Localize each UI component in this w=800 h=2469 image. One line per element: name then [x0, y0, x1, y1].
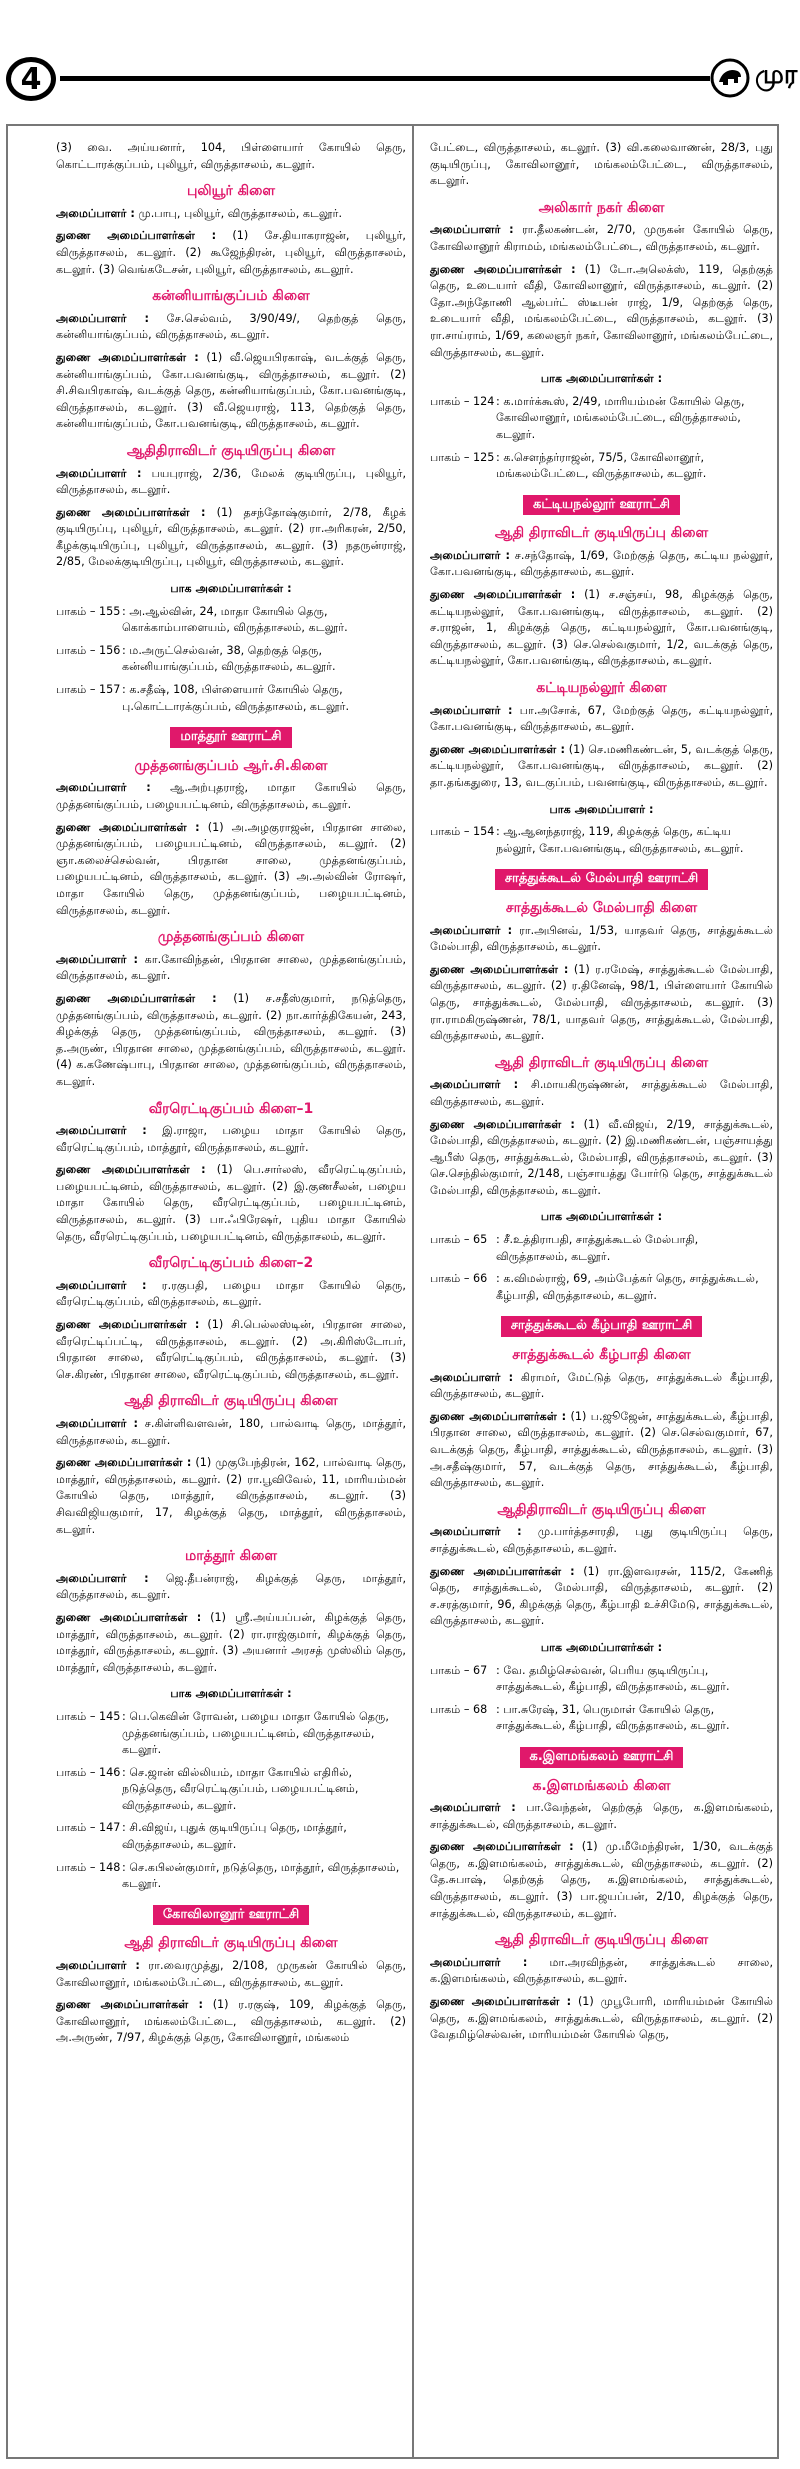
subheading: பாக அமைப்பாளர்கள் :	[540, 1210, 663, 1224]
branch-heading: வீரரெட்டிகுப்பம் கிளை–2	[148, 1255, 314, 1272]
role-label: அமைப்பாளர் :	[56, 781, 151, 795]
member-details: இ.ராஜா, பழைய மாதா கோயில் தெரு, வீரரெட்டிகுப்பம், மாத்தூர், விருத்தாசலம், கடலூர்.	[56, 1124, 406, 1154]
party-logo-icon	[710, 58, 750, 98]
member-details: (1) ச.சதீஸ்குமார், நடுத்தெரு, முத்தனங்குப்பம், விருத்தாசலம், கடலூர். (2) நா.கார்த்திகேயன், 243, கிழக்குத் தெரு, முத்தனங்குப்பம், விருத்தாசலம், கடலூர். (3) த.அருண், பிரதான சாலை, முத்தனங்குப்பம், விருத்தாசலம், கடலூர். (4) க.கணேஷ்பாபு, பிரதான சாலை, முத்தனங்குப்பம், விருத்தாசலம், கடலூர்.	[56, 991, 406, 1088]
member-entry	[430, 1800, 773, 1833]
header-rule	[60, 76, 710, 81]
branch-heading: அலிகார் நகர் கிளை	[538, 199, 665, 216]
member-details: (1) டோ.அலெக்ஸ், 119, தெற்குத் தெரு, உடையார் வீதி, கோவிலானூர், விருத்தாசலம், கடலூர். (2) தோ.அந்தோணி ஆல்பர்ட் ஸ்டீபன் ராஜ், 1/9, தெற்குத் தெரு, உடையார் வீதி, மங்கலம்பேட்டை, விருத்தாசலம், கடலூர். (3) ரா.சாய்ராம், 1/69, கலைஞர் நகர், கோவிலானூர், மங்கலம்பேட்டை, விருத்தாசலம், கடலூர்.	[430, 262, 773, 359]
panchayat-banner: மாத்தூர் ஊராட்சி	[170, 727, 291, 748]
booth-details: : அ.ஆல்வின், 24, மாதா கோயில் தெரு, கொக்காம்பாளையம், விருத்தாசலம், கடலூர்.	[122, 604, 348, 635]
booth-number: பாகம் – 148	[56, 1860, 121, 1874]
member-entry	[430, 1117, 773, 1200]
booth-number: பாகம் – 147	[56, 1821, 121, 1835]
booth-details: : வே. தமிழ்செல்வன், பெரிய குடியிருப்பு, சாத்துக்கூடல், கீழ்பாதி, விருத்தாசலம், கடலூர்.	[496, 1663, 730, 1694]
booth-entry	[56, 643, 406, 676]
role-label: அமைப்பாளர் :	[430, 703, 513, 717]
member-entry	[56, 1997, 406, 2047]
role-label: அமைப்பாளர் :	[430, 1078, 519, 1092]
member-entry	[56, 206, 406, 223]
member-details: கிராமர், மேட்டுத் தெரு, சாத்துக்கூடல் கீழ்பாதி, விருத்தாசலம், கடலூர்.	[430, 1370, 773, 1401]
member-entry	[56, 311, 406, 344]
booth-entry	[430, 394, 773, 444]
branch-heading: ஆதிதிராவிடர் குடியிருப்பு கிளை	[497, 1501, 706, 1518]
member-details: மு.பாபு, புலியூர், விருத்தாசலம், கடலூர்.	[134, 206, 342, 220]
member-entry	[56, 350, 406, 433]
page-number: 4	[6, 57, 56, 101]
branch-heading: முத்தனங்குப்பம் கிளை	[157, 929, 305, 946]
member-entry	[56, 505, 406, 571]
member-details: (1) செ.மணிகண்டன், 5, வடக்குத் தெரு, கட்டியநல்லூர், கோ.பவனங்குடி, விருத்தாசலம், கடலூர். (2) தா.தங்கதுரை, 13, வடகுப்பம், பவனங்குடி, விருத்தாசலம், கடலூர்.	[430, 742, 774, 789]
role-label: அமைப்பாளர் :	[430, 1955, 528, 1969]
member-entry	[56, 1278, 406, 1311]
member-entry	[56, 466, 406, 499]
booth-number: பாகம் – 125	[430, 450, 495, 464]
member-entry	[56, 1610, 406, 1676]
member-details: (1) ர.ரமேஷ், சாத்துக்கூடல் மேல்பாதி, விருத்தாசலம், கடலூர். (2) ர.தினேஷ், 98/1, பிள்ளையார் கோயில் தெரு, சாத்துக்கூடல், மேல்பாதி, விருத்தாசலம், கடலூர். (3) ரா.ராமகிருஷ்ணன், 78/1, யாதவர் தெரு, சாத்துக்கூடல், மேல்பாதி, விருத்தாசலம், கடலூர்.	[430, 962, 773, 1043]
booth-number: பாகம் – 154	[430, 825, 495, 839]
member-entry	[430, 1564, 773, 1630]
booth-entry	[56, 1820, 406, 1853]
booth-details: : சி.விஜய், புதுக் குடியிருப்பு தெரு, மாத்தூர், விருத்தாசலம், கடலூர்.	[122, 1821, 347, 1852]
member-entry	[430, 1409, 773, 1492]
booth-details: : க.மார்க்கூஸ், 2/49, மாரியம்மன் கோயில் தெரு, கோவிலானூர், மங்கலம்பேட்டை, விருத்தாசலம், கடலூர்.	[496, 394, 745, 441]
member-entry	[56, 780, 406, 813]
member-entry	[430, 1839, 773, 1922]
branch-heading: முத்தனங்குப்பம் ஆர்.சி.கிளை	[134, 757, 328, 774]
branch-heading: ஆதி திராவிடர் குடியிருப்பு கிளை	[124, 1935, 338, 1952]
member-details: ச.சந்தோஷ், 1/69, மேற்குத் தெரு, கட்டிய நல்லூர், கோ.பவனங்குடி, விருத்தாசலம், கடலூர்.	[430, 548, 774, 579]
member-details: ச.கிள்ளிவளவன், 180, பால்வாடி தெரு, மாத்தூர், விருத்தாசலம், கடலூர்.	[56, 1417, 406, 1447]
member-details: பா.அசோக், 67, மேற்குத் தெரு, கட்டியநல்லூர், கோ.பவனங்குடி, விருத்தாசலம், கடலூர்.	[430, 703, 774, 734]
text-paragraph	[56, 140, 406, 173]
booth-number: பாகம் – 146	[56, 1765, 121, 1779]
booth-entry	[56, 1765, 406, 1815]
member-details: கா.கோவிந்தன், பிரதான சாலை, முத்தனங்குப்பம், விருத்தாசலம், கடலூர்.	[56, 952, 406, 983]
member-entry	[430, 1955, 773, 1988]
booth-details: : ம.அருட்செல்வன், 38, தெற்குத் தெரு, கன்னியாங்குப்பம், விருத்தாசலம், கடலூர்.	[122, 643, 336, 674]
role-label: துணை அமைப்பாளர்கள் :	[430, 962, 569, 976]
booth-details: : சீ.உத்திராபதி, சாத்துக்கூடல் மேல்பாதி, விருத்தாசலம், கடலூர்.	[496, 1233, 699, 1263]
member-entry	[430, 1370, 773, 1403]
left-column	[56, 140, 406, 2053]
booth-details: : பா.சுரேஷ், 31, பெருமாள் கோயில் தெரு, சாத்துக்கூடல், கீழ்பாதி, விருத்தாசலம், கடலூர்.	[496, 1702, 730, 1733]
member-entry	[430, 548, 773, 581]
member-entry	[56, 952, 406, 985]
role-label: துணை அமைப்பாளர்கள் :	[56, 1610, 202, 1624]
subheading: பாக அமைப்பாளர்கள் :	[170, 582, 292, 596]
newspaper-brand: முர	[755, 60, 798, 90]
member-entry	[430, 1994, 773, 2044]
role-label: துணை அமைப்பாளர்கள் :	[430, 1564, 575, 1578]
booth-entry	[430, 1702, 773, 1735]
member-details: ரா.வைரமுத்து, 2/108, முருகன் கோயில் தெரு, கோவிலானூர், மங்கலம்பேட்டை, விருத்தாசலம், கடலூர்.	[56, 1959, 407, 1989]
role-label: அமைப்பாளர் :	[430, 223, 514, 237]
branch-heading: புலியூர் கிளை	[186, 183, 276, 200]
member-details: ஆ.அற்புதராஜ், மாதா கோயில் தெரு, முத்தனங்குப்பம், பழையபட்டினம், விருத்தாசலம், கடலூர்.	[56, 781, 406, 811]
member-details: (1) ப.ஜூஜேன், சாத்துக்கூடல், கீழ்பாதி, பிரதான சாலை, விருத்தாசலம், கடலூர். (2) செ.செல்வகுமார், 67, வடக்குத் தெரு, கீழ்பாதி, சாத்துக்கூடல், விருத்தாசலம், கடலூர். (3) அ.சதீஷ்குமார், 57, வடக்குத் தெரு, சாத்துக்கூடல், கீழ்பாதி, விருத்தாசலம், கடலூர்.	[430, 1409, 773, 1490]
member-details: பேட்டை, விருத்தாசலம், கடலூர். (3) வி.கலைவாணன், 28/3, புது குடியிருப்பு, கோவிலானூர், மங்கலம்பேட்டை, விருத்தாசலம், கடலூர்.	[430, 141, 773, 188]
role-label: துணை அமைப்பாளர்கள் :	[56, 229, 217, 243]
role-label: அமைப்பாளர் :	[56, 311, 149, 325]
subheading: பாக அமைப்பாளர்கள் :	[540, 1640, 663, 1654]
member-entry	[56, 1958, 406, 1991]
role-label: அமைப்பாளர் :	[56, 466, 142, 480]
member-details: ஜெ.தீபன்ராஜ், கிழக்குத் தெரு, மாத்தூர், விருத்தாசலம், கடலூர்.	[56, 1571, 406, 1602]
member-entry	[56, 1317, 406, 1383]
booth-details: : செ.கபிலன்குமார், நடுத்தெரு, மாத்தூர், விருத்தாசலம், கடலூர்.	[122, 1860, 400, 1891]
role-label: அமைப்பாளர் :	[430, 1370, 514, 1384]
role-label: அமைப்பாளர் :	[56, 1124, 147, 1138]
member-details: பயபுராஜ், 2/36, மேலக் குடியிருப்பு, புலியூர், விருத்தாசலம், கடலூர்.	[56, 466, 407, 497]
member-entry	[56, 820, 406, 920]
panchayat-banner: சாத்துக்கூடல் கீழ்பாதி ஊராட்சி	[501, 1316, 703, 1337]
role-label: அமைப்பாளர் :	[56, 1417, 138, 1430]
branch-heading: வீரரெட்டிகுப்பம் கிளை–1	[148, 1100, 314, 1117]
text-paragraph	[430, 140, 773, 190]
subheading: பாக அமைப்பாளர் :	[549, 802, 654, 816]
member-entry	[430, 222, 773, 255]
role-label: அமைப்பாளர் :	[430, 923, 513, 937]
member-entry	[56, 1162, 406, 1245]
panchayat-banner: க.இளமங்கலம் ஊராட்சி	[520, 1747, 684, 1768]
booth-number: பாகம் – 155	[56, 604, 121, 618]
role-label: துணை அமைப்பாளர்கள் :	[56, 1998, 203, 2012]
role-label: அமைப்பாளர் :	[56, 1571, 149, 1585]
panchayat-banner: சாத்துக்கூடல் மேல்பாதி ஊராட்சி	[495, 869, 708, 890]
member-entry	[56, 991, 406, 1091]
branch-heading: ஆதி திராவிடர் குடியிருப்பு கிளை	[494, 525, 709, 542]
role-label: துணை அமைப்பாளர்கள் :	[430, 588, 576, 602]
role-label: துணை அமைப்பாளர்கள் :	[430, 1995, 572, 2009]
branch-heading: கன்னியாங்குப்பம் கிளை	[152, 288, 310, 305]
role-label: அமைப்பாளர் :	[430, 1525, 522, 1539]
booth-details: : பெ.கெவின் ரோவன், பழைய மாதா கோயில் தெரு, முத்தனங்குப்பம், பழையபட்டினம், விருத்தாசலம், கடலூர்.	[122, 1709, 389, 1757]
role-label: அமைப்பாளர் :	[56, 952, 138, 966]
member-entry	[430, 923, 773, 956]
booth-number: பாகம் – 156	[56, 643, 121, 657]
role-label: அமைப்பாளர் :	[56, 206, 135, 220]
member-entry	[430, 262, 773, 362]
member-details: (1) வீ.விஜய், 2/19, சாத்துக்கூடல், மேல்பாதி, விருத்தாசலம், கடலூர். (2) இ.மணிகண்டன், பஞ்சாயத்து ஆபீஸ் தெரு, சாத்துக்கூடல், மேல்பாதி, விருத்தாசலம், கடலூர். (3) செ.செந்தில்குமார், 2/148, பஞ்சாயத்து போர்டு தெரு, சாத்துக்கூடல் மேல்பாதி, விருத்தாசலம், கடலூர்.	[430, 1117, 773, 1197]
member-details: ரா.தீலகண்டன், 2/70, முருகன் கோயில் தெரு, கோவிலானூர் கிராமம், மங்கலம்பேட்டை, விருத்தாசலம், கடலூர்.	[430, 223, 774, 253]
member-entry	[56, 1123, 406, 1156]
role-label: துணை அமைப்பாளர்கள் :	[56, 505, 206, 519]
booth-entry	[56, 1860, 406, 1893]
member-details: மா.அரவிந்தன், சாத்துக்கூடல் சாலை, க.இளமங்கலம், விருத்தாசலம், கடலூர்.	[430, 1955, 774, 1986]
member-entry	[430, 962, 773, 1045]
role-label: துணை அமைப்பாளர்கள் :	[56, 991, 217, 1005]
branch-heading: சாத்துக்கூடல் கீழ்பாதி கிளை	[512, 1347, 691, 1364]
branch-heading: க.இளமங்கலம் கிளை	[532, 1777, 671, 1794]
member-details: (1) முபூபோரி, மாரியம்மன் கோயில் தெரு, க.இளமங்கலம், சாத்துக்கூடல், விருத்தாசலம், கடலூர். (2) வேதமிழ்செல்வன், மாரியம்மன் கோயில் தெரு,	[430, 1995, 773, 2042]
role-label: அமைப்பாளர் :	[56, 1278, 147, 1292]
panchayat-banner: கோவிலானூர் ஊராட்சி	[153, 1905, 309, 1926]
member-details: மு.பார்த்தசாரதி, புது குடியிருப்பு தெரு, சாத்துக்கூடல், விருத்தாசலம், கடலூர்.	[430, 1525, 774, 1555]
member-details: பா.வேந்தன், தெற்குத் தெரு, க.இளமங்கலம், சாத்துக்கூடல், விருத்தாசலம், கடலூர்.	[430, 1801, 774, 1831]
booth-number: பாகம் – 157	[56, 683, 121, 697]
subheading: பாக அமைப்பாளர்கள் :	[540, 372, 663, 386]
branch-heading: மாத்தூர் கிளை	[185, 1548, 277, 1565]
booth-number: பாகம் – 124	[430, 394, 495, 408]
role-label: அமைப்பாளர் :	[430, 548, 510, 562]
booth-number: பாகம் – 65	[430, 1233, 488, 1247]
booth-details: : க.சதீஷ், 108, பிள்ளையார் கோயில் தெரு, பு.கொட்டாரக்குப்பம், விருத்தாசலம், கடலூர்.	[122, 683, 350, 713]
member-details: (1) சி.பெல்லஸ்டின், பிரதான சாலை, வீரரெட்டிப்பட்டி, விருத்தாசலம், கடலூர். (2) அ.கிரிஸ்டோபர், பிரதான சாலை, வீரரெட்டிகுப்பம், விருத்தாசலம், கடலூர். (3) செ.கிரண், பிரதான சாலை, வீரரெட்டிகுப்பம், விருத்தாசலம், கடலூர்.	[56, 1318, 407, 1381]
booth-details: : செ.ஜான் வில்லியம், மாதா கோயில் எதிரில், நடுத்தெரு, வீரரெட்டிகுப்பம், பழையபட்டினம், விருத்தாசலம், கடலூர்.	[122, 1765, 359, 1812]
member-details: சே.செல்வம், 3/90/49/, தெற்குத் தெரு, கன்னியாங்குப்பம், விருத்தாசலம், கடலூர்.	[56, 311, 406, 342]
booth-entry	[56, 604, 406, 637]
member-details: (1) மு.மீமேந்திரன், 1/30, வடக்குத் தெரு, க.இளமங்கலம், சாத்துக்கூடல், விருத்தாசலம், கடலூர். (2) தே.சுபாஷ், தெற்குத் தெரு, க.இளமங்கலம், சாத்துக்கூடல், விருத்தாசலம், கடலூர். (3) பா.ஜயப்பன், 2/10, கிழக்குத் தெரு, சாத்துக்கூடல், விருத்தாசலம், கடலூர்.	[430, 1840, 773, 1920]
page-header	[0, 0, 800, 100]
booth-details: : க.விமல்ராஜ், 69, அம்பேத்கர் தெரு, சாத்துக்கூடல், கீழ்பாதி, விருத்தாசலம், கடலூர்.	[496, 1272, 759, 1302]
member-details: (1) அ.அழகுராஜன், பிரதான சாலை, முத்தனங்குப்பம், பழையபட்டினம், விருத்தாசலம், கடலூர். (2) ஞா.கலைச்செல்வன், பிரதான சாலை, முத்தனங்குப்பம், பழையபட்டினம், விருத்தாசலம், கடலூர். (3) அ.அல்வின் ரோஷர், மாதா கோயில் தெரு, முத்தனங்குப்பம், பழையபட்டினம், விருத்தாசலம், கடலூர்.	[56, 820, 406, 917]
panchayat-banner: கட்டியநல்லூர் ஊராட்சி	[523, 495, 680, 516]
member-details: (1) சே.தியாகராஜன், புலியூர், விருத்தாசலம், கடலூர். (2) கூஜேந்திரன், புலியூர், விருத்தாசலம், கடலூர். (3) வெங்கடேசன், புலியூர், விருத்தாசலம், கடலூர்.	[56, 229, 406, 276]
member-entry	[430, 587, 773, 670]
column-divider	[412, 124, 414, 2459]
role-label: துணை அமைப்பாளர்கள் :	[430, 1840, 574, 1854]
member-details: (1) வீ.ஜெயபிரகாஷ், வடக்குத் தெரு, கன்னியாங்குப்பம், கோ.பவனங்குடி, விருத்தாசலம், கடலூர். (2) சி.சிவபிரகாஷ், வடக்குத் தெரு, கன்னியாங்குப்பம், கோ.பவனங்குடி, விருத்தாசலம், கடலூர். (3) வீ.ஜெயராஜ், 113, தெற்குத் தெரு, கன்னியாங்குப்பம், கோ.பவனங்குடி, விருத்தாசலம், கடலூர்.	[56, 350, 406, 431]
booth-number: பாகம் – 67	[430, 1663, 488, 1677]
member-entry	[430, 703, 773, 736]
booth-number: பாகம் – 68	[430, 1702, 488, 1716]
booth-entry	[430, 1663, 773, 1696]
role-label: துணை அமைப்பாளர்கள் :	[430, 262, 576, 276]
member-details: சி.மாயகிருஷ்ணன், சாத்துக்கூடல் மேல்பாதி, விருத்தாசலம், கடலூர்.	[430, 1078, 774, 1108]
member-details: (1) பெ.சார்லஸ், வீரரெட்டிகுப்பம், பழையபட்டினம், விருத்தாசலம், கடலூர். (2) இ.குணசீலன், பழைய மாதா கோயில் தெரு, வீரரெட்டிகுப்பம், பழையபட்டினம், விருத்தாசலம், கடலூர். (3) பா.ஃபிரேஷர், புதிய மாதா கோயில் தெரு, வீரரெட்டிகுப்பம், பழையபட்டினம், விருத்தாசலம், கடலூர்.	[56, 1163, 406, 1243]
booth-entry	[430, 1271, 773, 1304]
member-details: (1) முகுபேந்திரன், 162, பால்வாடி தெரு, மாத்தூர், விருத்தாசலம், கடலூர். (2) ரா.பூவிவேல், 11, மாரியம்மன் கோயில் தெரு, மாத்தூர், விருத்தாசலம், கடலூர். (3) சிவவிஜியகுமார், 17, கிழக்குத் தெரு, மாத்தூர், விருத்தாசலம், கடலூர்.	[56, 1456, 407, 1536]
booth-number: பாகம் – 145	[56, 1709, 121, 1723]
member-details: ரா.அபினவ், 1/53, யாதவர் தெரு, சாத்துக்கூடல் மேல்பாதி, விருத்தாசலம், கடலூர்.	[430, 923, 774, 954]
member-entry	[56, 1455, 406, 1538]
member-details: (1) ஸ்ரீ.அய்யப்பன், கிழக்குத் தெரு, மாத்தூர், விருத்தாசலம், கடலூர். (2) ரா.ராஜ்குமார், கிழக்குத் தெரு, மாத்தூர், விருத்தாசலம், கடலூர். (3) அயனார் அரசத் முஸ்லிம் தெரு, மாத்தூர், விருத்தாசலம், கடலூர்.	[56, 1610, 407, 1674]
booth-entry	[430, 1232, 773, 1265]
member-entry	[56, 1416, 406, 1449]
role-label: அமைப்பாளர் :	[56, 1959, 140, 1973]
booth-entry	[430, 824, 773, 857]
branch-heading: கட்டியநல்லூர் கிளை	[536, 680, 667, 697]
member-entry	[430, 1524, 773, 1557]
member-entry	[56, 1571, 406, 1604]
branch-heading: ஆதிதிராவிடர் குடியிருப்பு கிளை	[126, 442, 336, 459]
subheading: பாக அமைப்பாளர்கள் :	[170, 1687, 292, 1701]
booth-entry	[56, 1709, 406, 1759]
booth-number: பாகம் – 66	[430, 1272, 488, 1286]
member-details: (1) தசந்தோஷ்குமார், 2/78, கீழக் குடியிருப்பு, புலியூர், விருத்தாசலம், கடலூர். (2) ரா.அரிகரன், 2/50, கீழக்குடியிருப்பு, புலியூர், விருத்தாசலம், கடலூர். (3) நதருன்ராஜ், 2/85, மேலக்குடியிருப்பு, புலியூர், விருத்தாசலம், கடலூர்.	[56, 505, 406, 569]
member-details: (1) ச.சஞ்சய், 98, கிழக்குத் தெரு, கட்டியநல்லூர், கோ.பவனங்குடி, விருத்தாசலம், கடலூர். (2) ச.ராஜன், 1, கிழக்குத் தெரு, கட்டியநல்லூர், கோ.பவனங்குடி, விருத்தாசலம், கடலூர். (3) செ.செல்வகுமார், 1/2, வடக்குத் தெரு, கட்டியநல்லூர், கோ.பவனங்குடி, விருத்தாசலம், கடலூர்.	[430, 588, 773, 668]
role-label: துணை அமைப்பாளர்கள் :	[56, 1318, 200, 1332]
right-column	[430, 140, 773, 2050]
role-label: துணை அமைப்பாளர்கள் :	[430, 742, 565, 756]
branch-heading: சாத்துக்கூடல் மேல்பாதி கிளை	[505, 899, 698, 916]
branch-heading: ஆதி திராவிடர் குடியிருப்பு கிளை	[494, 1054, 709, 1071]
role-label: துணை அமைப்பாளர்கள் :	[56, 1456, 192, 1470]
member-details: (1) ரா.இளவரசன், 115/2, கேணித் தெரு, சாத்துக்கூடல், மேல்பாதி, விருத்தாசலம், கடலூர். (2) ச.சரத்குமார், 96, கிழக்குத் தெரு, கீழ்பாதி உச்சிமேடு, சாத்துக்கூடல், விருத்தாசலம், கடலூர்.	[430, 1564, 774, 1628]
booth-entry	[430, 450, 773, 483]
booth-details: : ஆ.ஆனந்தராஜ், 119, கிழக்குத் தெரு, கட்டிய நல்லூர், கோ.பவனங்குடி, விருத்தாசலம், கடலூர்.	[496, 825, 744, 855]
member-entry	[430, 742, 773, 792]
member-entry	[430, 1077, 773, 1110]
role-label: அமைப்பாளர் :	[430, 1801, 516, 1815]
role-label: துணை அமைப்பாளர்கள் :	[56, 820, 200, 834]
member-details: (3) வை. அய்யனார், 104, பிள்ளையார் கோயில் தெரு, கொட்டாரக்குப்பம், புலியூர், விருத்தாசலம், கடலூர்.	[56, 141, 406, 171]
role-label: துணை அமைப்பாளர்கள் :	[430, 1409, 567, 1423]
role-label: துணை அமைப்பாளர்கள் :	[56, 350, 199, 364]
booth-details: : க.சௌந்தர்ராஜன், 75/5, கோவிலானூர், மங்கலம்பேட்டை, விருத்தாசலம், கடலூர்.	[496, 450, 707, 481]
role-label: துணை அமைப்பாளர்கள் :	[430, 1117, 575, 1131]
booth-entry	[56, 682, 406, 715]
role-label: துணை அமைப்பாளர்கள் :	[56, 1163, 206, 1177]
branch-heading: ஆதி திராவிடர் குடியிருப்பு கிளை	[124, 1393, 338, 1410]
member-details: ர.ரகுபதி, பழைய மாதா கோயில் தெரு, வீரரெட்டிகுப்பம், விருத்தாசலம், கடலூர்.	[56, 1278, 406, 1309]
member-details: (1) ர.ரகுஷ், 109, கிழக்குத் தெரு, கோவிலானூர், மங்கலம்பேட்டை, விருத்தாசலம், கடலூர். (2) அ.அருண், 7/97, கிழக்குத் தெரு, கோவிலானூர், மங்கலம்	[56, 1998, 406, 2045]
branch-heading: ஆதி திராவிடர் குடியிருப்பு கிளை	[494, 1932, 709, 1949]
member-entry	[56, 228, 406, 278]
